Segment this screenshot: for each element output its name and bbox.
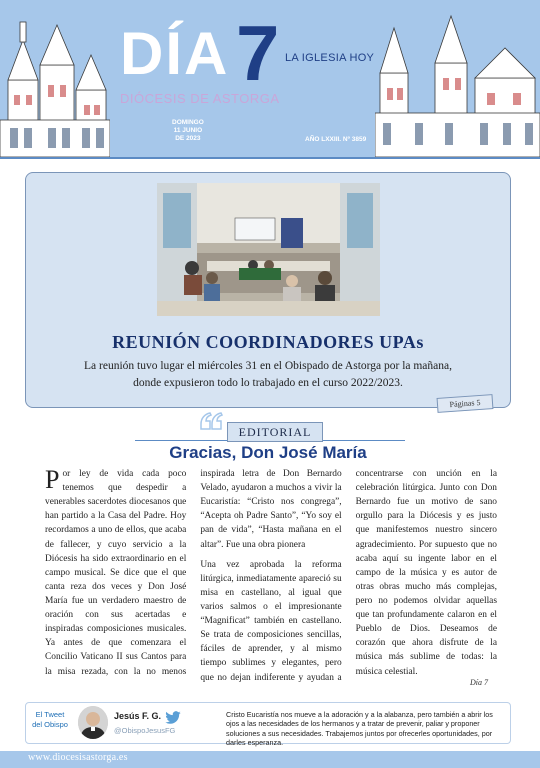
twitter-bird-icon	[164, 711, 182, 725]
cathedral-left-illustration	[0, 10, 110, 157]
website-link[interactable]: www.diocesisastorga.es	[28, 752, 128, 763]
date-line-3: DE 2023	[175, 135, 201, 143]
bishop-avatar-illustration	[78, 706, 108, 739]
tweet-label	[30, 710, 70, 730]
issue-date	[172, 119, 204, 143]
diocese-name: DIÓCESIS DE ASTORGA	[120, 91, 280, 106]
editorial-signature: Día 7	[470, 678, 488, 687]
avatar	[78, 706, 108, 739]
tweet-label-line-2: del Obispo	[32, 719, 68, 729]
date-line-2: 11 JUNIO	[173, 127, 203, 135]
feature-summary: La reunión tuvo lugar el miércoles 31 en el Obispado de Astorga por la mañana, donde expusieron todo lo trabajado en el curso 2022/2023.	[84, 360, 452, 390]
tweet-text: Cristo Eucaristía nos mueve a la adoración y a la alabanza, pero también a abrir los ojos a las necesidades de los hermanos y a tratar de prevenir, paliar y proponer soluciones a sus necesidades. Trabajemos juntos por ofrecerles oportunidades, por darles esperanza.	[226, 710, 493, 748]
quote-icon	[198, 410, 224, 432]
meeting-photo	[157, 183, 380, 316]
masthead-number: 7	[236, 9, 280, 97]
editorial-paragraph-1-text: or ley de vida cada poco tenemos que despedir a venerables sacerdotes diocesanos que han partido a la Casa del Padre. Hoy recordamos a uno de ellos, que acaba de fallecer, y cuyo servicio a la Diócesis ha sido extraordinario en el campo musical. Se dice que el que canta reza dos veces y Don José María fue un verdadero maestro de oración con sus acertadas e inspiradas composiciones musicales. Ya antes de que comenzara el Concilio Vaticano II sus Cantos para la misa rezada, con la no menos inspirada letra de Don Bernardo Velado, ayudaron a muchos a vivir la Eucaristía: “Cristo nos congrega”, “Acepta oh Padre Santo”, “Yo soy el pan de vida”, “Hasta mañana en el altar”. Fue una obra pionera	[45, 469, 342, 677]
tweet-label-line-1: El Tweet	[35, 710, 65, 719]
meeting-photo-illustration	[157, 183, 380, 316]
editorial-paragraph-2: Una vez aprobada la reforma litúrgica, inmediatamente apareció su misa en castellano, al igual que varios salmos o el impresionante “Magnificat” también en castellano. Se trata de composiciones sencillas, fáciles de aprender, y al mismo tiempo sublimes y elegantes, pero que no dejan indiferente y ayudan a concentrarse con unción en la celebración litúrgica. Junto con Don Bernardo fue un motivo de sano orgullo para la Diócesis y es justo que manifestemos nuestro sincero agradecimiento. Por supuesto que no acaba aquí su ingente labor en el campo de la música y es autor de otras obras mucho más complejas, pero no podemos olvidar aquellas que tan profundamente calaron en el Pueblo de Dios. Deseamos de corazón que ahora disfrute de la música más sublime de todas: la música celestial.	[200, 469, 497, 683]
cathedral-right-illustration	[375, 8, 540, 157]
editorial-label: EDITORIAL	[227, 422, 323, 442]
issue-number: AÑO LXXIII. Nº 3859	[305, 136, 367, 143]
editorial-heading: Gracias, Don José María	[169, 443, 367, 462]
tweet-author-handle[interactable]: @ObispoJesusFG	[114, 726, 176, 735]
feature-title: REUNIÓN COORDINADORES UPAs	[112, 332, 424, 352]
masthead-tagline: LA IGLESIA HOY	[285, 52, 375, 64]
page-reference-tag: Páginas 5	[437, 394, 494, 413]
editorial-body	[45, 467, 497, 687]
header-divider	[0, 157, 540, 159]
tweet-author-name: Jesús F. G.	[114, 711, 162, 721]
date-line-1: DOMINGO	[172, 119, 204, 126]
dropcap: P	[45, 467, 60, 494]
masthead-title: DÍA	[120, 20, 230, 87]
